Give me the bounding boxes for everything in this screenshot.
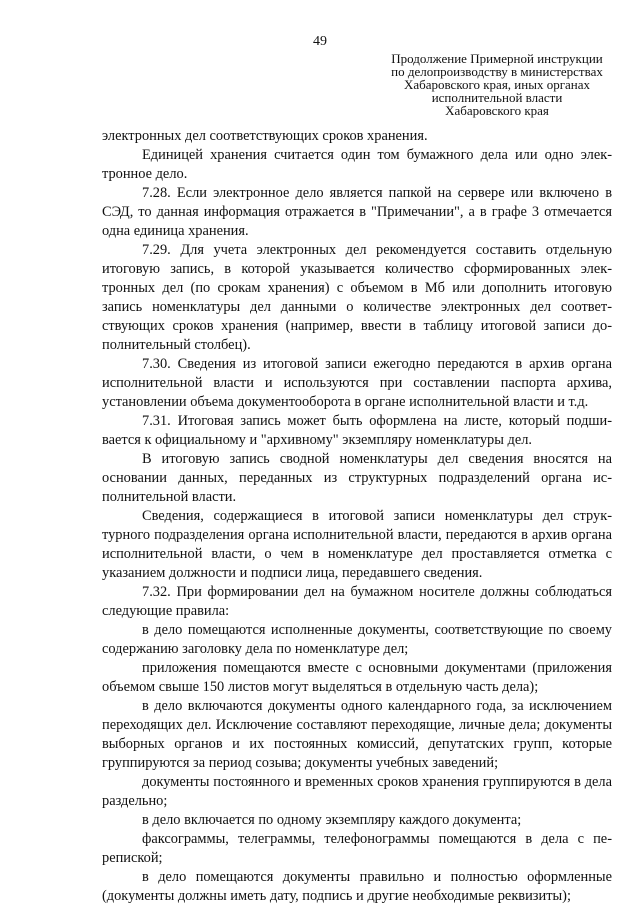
paragraph: электронных дел соответствующих сроков хранения. <box>102 128 428 144</box>
paragraph: 7.28. Если электронное дело является папкой на сервере или включено в СЭД, то данная информация отражается в "Примечании", а в графе 3 отмечается одна единица хранения. <box>102 185 612 239</box>
paragraph: 7.30. Сведения из итоговой записи ежегодно передаются в архив органа исполнительной власти и используются при составлении паспорта архива, установлении объема документооборота в органе исполнительной власти и т.д. <box>102 356 612 410</box>
document-header <box>386 52 608 117</box>
paragraph: В итоговую запись сводной номенклатуры дел сведения вносятся на основании данных, переданных из структурных подразделений органа исполнительной власти. <box>102 451 612 505</box>
header-line: Хабаровского края, иных органах <box>403 77 591 92</box>
paragraph: в дело помещаются исполненные документы, соответствующие по своему содержанию заголовку дела по номенклатуре дел; <box>102 622 612 657</box>
paragraph: 7.31. Итоговая запись может быть оформлена на листе, который подшивается к официальному и "архивному" экземпляру номенклатуры дел. <box>102 413 612 448</box>
page-number: 49 <box>313 34 327 49</box>
paragraph: Сведения, содержащиеся в итоговой записи номенклатуры дел структурного подразделения органа исполнительной власти, передаются в архив органа исполнительной власти, о чем в номенклатуре дел проставляется отметка с указанием должности и подписи лица, передавшего сведения. <box>102 508 612 581</box>
header-line: по делопроизводству в министерствах <box>391 64 603 79</box>
body-text <box>102 127 612 906</box>
paragraph: в дело включается по одному экземпляру каждого документа; <box>142 812 522 828</box>
paragraph: документы постоянного и временных сроков хранения группируются в дела раздельно; <box>102 774 612 809</box>
paragraph: Единицей хранения считается один том бумажного дела или одно электронное дело. <box>102 147 612 182</box>
paragraph: факсограммы, телеграммы, телефонограммы помещаются в дела с перепиской; <box>102 831 612 866</box>
paragraph: приложения помещаются вместе с основными документами (приложения объемом свыше 150 листов могут выделяться в отдельную часть дела); <box>102 660 612 695</box>
header-line: Хабаровского края <box>445 103 549 118</box>
paragraph: в дело помещаются документы правильно и полностью оформленные (документы должны иметь дату, подпись и другие необходимые реквизиты); <box>102 869 612 904</box>
paragraph: 7.29. Для учета электронных дел рекомендуется составить отдельную итоговую запись, в которой указывается количество сформированных электронных дел (по срокам хранения) с объемом в Мб или дополнить итоговую запись номенклатуры дел данными о количестве электронных дел соответствующих сроков хранения (например, ввести в таблицу итоговой записи дополнительный столбец). <box>102 242 612 353</box>
paragraph: 7.32. При формировании дел на бумажном носителе должны соблюдаться следующие правила: <box>102 584 612 619</box>
paragraph: в дело включаются документы одного календарного года, за исключением переходящих дел. Исключение составляют переходящие, личные дела; документы выборных органов и их постоянных комиссий, депутатских групп, которые группируются за период созыва; документы учебных заведений; <box>102 698 612 771</box>
header-line: Продолжение Примерной инструкции <box>391 51 603 66</box>
header-line: исполнительной власти <box>431 90 563 105</box>
